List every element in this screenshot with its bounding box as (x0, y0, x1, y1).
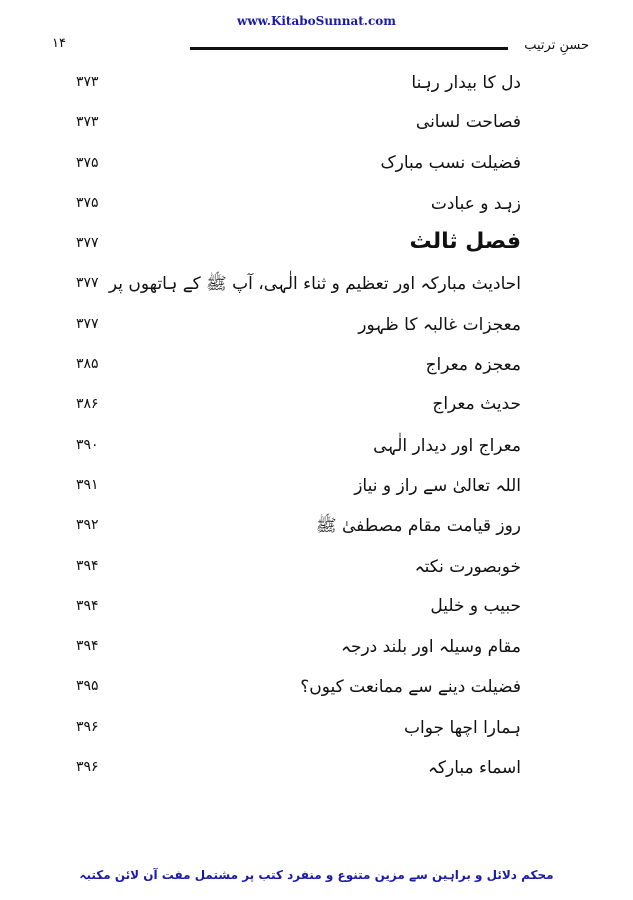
toc-page-number: ۳۷۳ (76, 114, 99, 131)
toc-title: اللہ تعالیٰ سے راز و نیاز (354, 475, 521, 496)
toc-title: فصاحت لسانی (415, 112, 521, 133)
toc-row (0, 348, 633, 388)
toc-page-number: ۳۷۵ (76, 194, 99, 211)
toc-page-number: ۳۷۷ (76, 275, 99, 292)
toc-title: معجزہ معراج (425, 355, 521, 376)
toc-row (0, 187, 633, 227)
toc-row (0, 267, 633, 307)
toc-row (0, 308, 633, 348)
toc-page-number: ۳۸۶ (76, 396, 99, 413)
toc-title: معراج اور دیدار الٰہی (373, 435, 521, 456)
toc-page-number: ۳۹۴ (76, 597, 99, 614)
page-header (52, 36, 589, 58)
section-heading: فصل ثالث (409, 229, 521, 255)
toc-page-number: ۳۹۱ (76, 476, 99, 493)
site-url: www.KitaboSunnat.com (236, 14, 396, 28)
header-rule (190, 47, 508, 50)
toc-title: اسماء مبارکہ (427, 758, 521, 779)
toc-row (0, 590, 633, 630)
toc-title: معجزات غالبہ کا ظہور (358, 314, 521, 335)
toc-row (0, 106, 633, 146)
toc-title: دل کا بیدار رہنا (411, 73, 521, 93)
toc-title: زہد و عبادت (430, 193, 521, 214)
toc-title: فضیلت دینے سے ممانعت کیوں؟ (300, 677, 521, 698)
toc-row (0, 469, 633, 509)
toc-page-number: ۳۹۶ (76, 718, 99, 735)
toc-row (0, 670, 633, 710)
toc-row (0, 630, 633, 670)
page-number: ۱۴ (52, 36, 66, 51)
footer-tagline: محکم دلائل و براہین سے مزین متنوع و منفرد کتب پر مشتمل مفت آن لائن مکتبہ (79, 868, 554, 882)
toc-page-number: ۳۷۷ (76, 315, 99, 332)
toc-title: روز قیامت مقام مصطفیٰ ﷺ (316, 516, 521, 537)
toc-page-number: ۳۹۴ (76, 557, 99, 574)
toc-page-number: ۳۹۲ (76, 517, 99, 534)
toc-row (0, 388, 633, 428)
running-title: حسنِ ترتیب (524, 38, 589, 53)
toc-title: حدیث معراج (432, 394, 521, 415)
toc-title: ہمارا اچھا جواب (404, 717, 521, 738)
toc-page-number: ۳۹۵ (76, 678, 99, 695)
toc-title: خوبصورت نکتہ (414, 556, 521, 577)
toc-row (0, 711, 633, 751)
toc-title: حبیب و خلیل (430, 595, 521, 616)
toc-page-number: ۳۷۵ (76, 154, 99, 171)
table-of-contents (0, 66, 633, 791)
toc-title: مقام وسیلہ اور بلند درجہ (340, 637, 521, 658)
toc-row (0, 429, 633, 469)
toc-page-number: ۳۸۵ (76, 356, 99, 373)
toc-page-number: ۳۹۴ (76, 638, 99, 655)
toc-page-number: ۳۷۳ (76, 74, 99, 90)
toc-page-number: ۳۷۷ (76, 235, 99, 252)
toc-page-number: ۳۹۰ (76, 436, 99, 453)
toc-section-heading-row (0, 227, 633, 267)
toc-row (0, 509, 633, 549)
toc-row (0, 147, 633, 187)
toc-row (0, 550, 633, 590)
toc-page-number: ۳۹۶ (76, 759, 99, 776)
toc-title: فضیلت نسب مبارک (380, 152, 521, 173)
toc-title: احادیث مبارکہ اور تعظیم و ثناء الٰہی، آپ ﷺ کے ہاتھوں پر (108, 274, 521, 295)
toc-row (0, 751, 633, 791)
toc-row (0, 66, 633, 106)
